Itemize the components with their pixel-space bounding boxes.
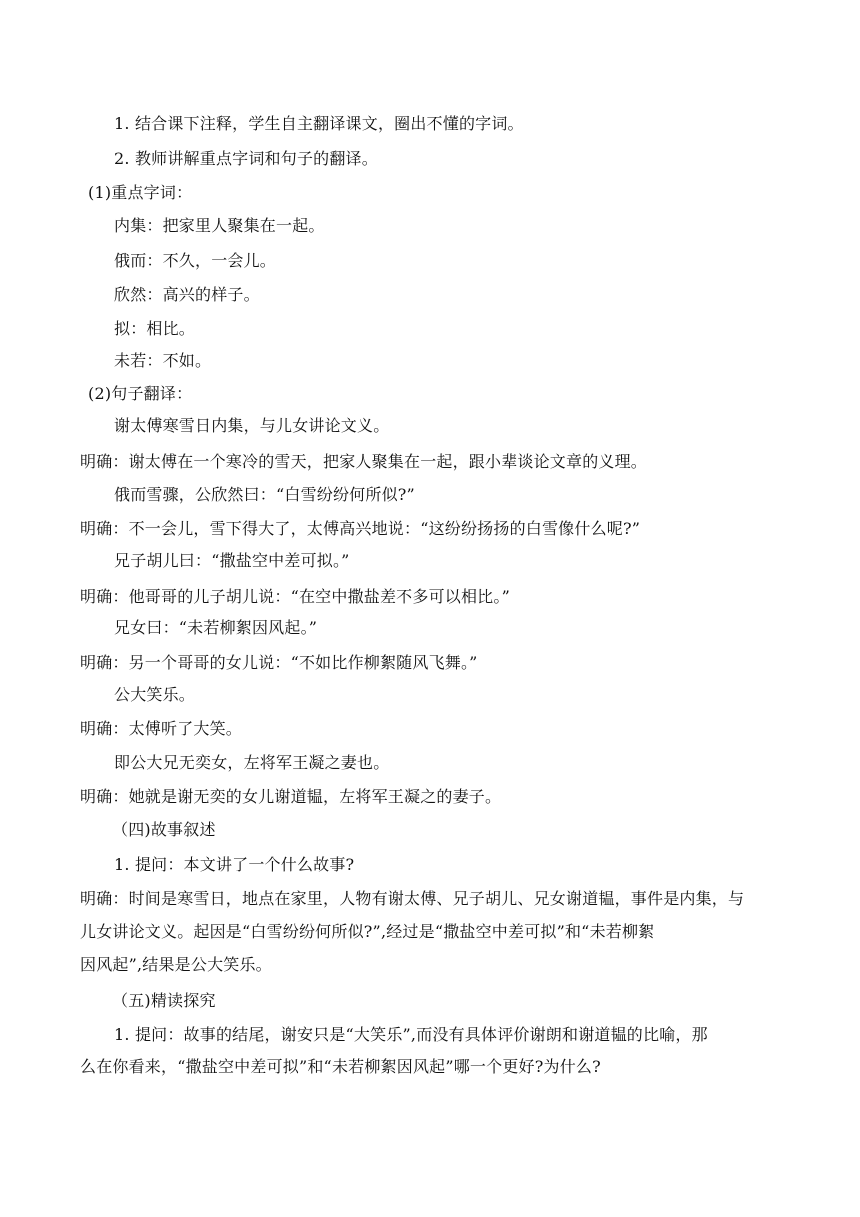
sentence-original: 俄而雪骤，公欣然曰：“白雪纷纷何所似?” bbox=[114, 485, 415, 504]
sentence-answer: 明确：不一会儿，雪下得大了，太傅高兴地说：“这纷纷扬扬的白雪像什么呢?” bbox=[80, 519, 641, 538]
section-4-answer-line: 儿女讲论文义。起因是“白雪纷纷何所似?”,经过是“撒盐空中差可拟”和“未若柳絮 bbox=[80, 922, 655, 941]
sentence-answer: 明确：他哥哥的儿子胡儿说：“在空中撒盐差不多可以相比。” bbox=[80, 587, 510, 606]
sentence-original: 谢太傅寒雪日内集，与儿女讲论文义。 bbox=[114, 416, 390, 435]
sentence-answer: 明确：太傅听了大笑。 bbox=[80, 719, 243, 738]
step-2: 2. 教师讲解重点字词和句子的翻译。 bbox=[114, 149, 378, 168]
sentences-heading: (2)句子翻译： bbox=[88, 384, 193, 403]
section-5-heading: （五)精读探究 bbox=[112, 991, 216, 1010]
section-4-answer-line: 因风起”,结果是公大笑乐。 bbox=[80, 955, 272, 974]
sentence-original: 兄女曰：“未若柳絮因风起。” bbox=[114, 618, 318, 637]
key-word-item: 内集：把家里人聚集在一起。 bbox=[114, 216, 325, 235]
section-4-answer-line: 明确：时间是寒雪日，地点在家里，人物有谢太傅、兄子胡儿、兄女谢道韫，事件是内集，与 bbox=[80, 889, 745, 908]
section-4-question: 1. 提问：本文讲了一个什么故事? bbox=[114, 855, 355, 874]
sentence-original: 兄子胡儿曰：“撒盐空中差可拟。” bbox=[114, 551, 350, 570]
key-word-item: 俄而：不久，一会儿。 bbox=[114, 251, 277, 270]
sentence-answer: 明确：谢太傅在一个寒冷的雪天，把家人聚集在一起，跟小辈谈论文章的义理。 bbox=[80, 452, 648, 471]
key-word-item: 未若：不如。 bbox=[114, 351, 212, 370]
key-word-item: 欣然：高兴的样子。 bbox=[114, 285, 260, 304]
sentence-original: 即公大兄无奕女，左将军王凝之妻也。 bbox=[114, 753, 390, 772]
key-word-item: 拟：相比。 bbox=[114, 319, 196, 338]
sentence-answer: 明确：另一个哥哥的女儿说：“不如比作柳絮随风飞舞。” bbox=[80, 653, 478, 672]
sentence-original: 公大笑乐。 bbox=[114, 685, 196, 704]
sentence-answer: 明确：她就是谢无奕的女儿谢道韫，左将军王凝之的妻子。 bbox=[80, 787, 502, 806]
section-4-heading: （四)故事叙述 bbox=[112, 820, 216, 839]
step-1: 1. 结合课下注释，学生自主翻译课文，圈出不懂的字词。 bbox=[114, 114, 524, 133]
section-5-question-line: 1. 提问：故事的结尾，谢安只是“大笑乐”,而没有具体评价谢朗和谢道韫的比喻，那 bbox=[114, 1025, 708, 1044]
key-words-heading: (1)重点字词： bbox=[88, 183, 193, 202]
section-5-question-line: 么在你看来，“撒盐空中差可拟”和“未若柳絮因风起”哪一个更好?为什么? bbox=[80, 1057, 601, 1076]
